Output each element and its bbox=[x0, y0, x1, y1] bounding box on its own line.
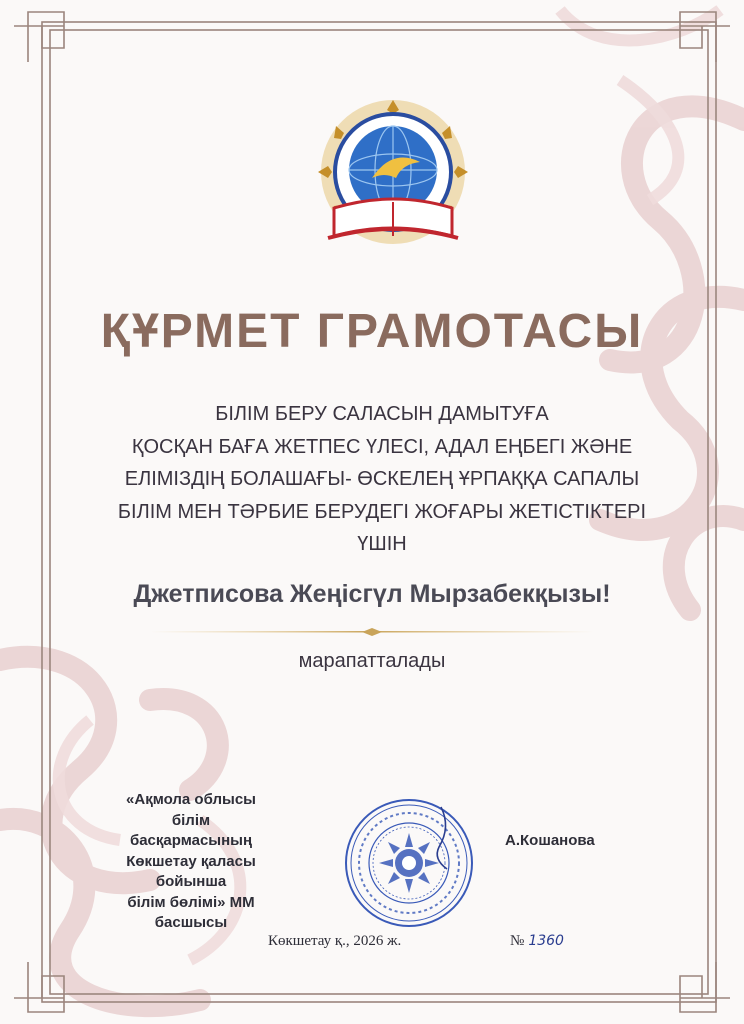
place-and-year: Көкшетау қ., 2026 ж. bbox=[268, 933, 402, 949]
globe-book-eagle-emblem-icon bbox=[312, 98, 474, 264]
award-reason bbox=[90, 398, 674, 561]
organization-line: бойынша bbox=[155, 873, 227, 890]
organization-line: басшысы bbox=[154, 914, 228, 931]
organization-line: білім бөлімі» ММ bbox=[127, 893, 255, 911]
round-official-seal-icon bbox=[343, 797, 475, 929]
signer-name: А.Кошанова bbox=[505, 832, 595, 849]
organization-line: Көкшетау қаласы bbox=[126, 852, 256, 870]
organization-line: басқармасының bbox=[129, 832, 253, 849]
reason-line: БІЛІМ МЕН ТӘРБИЕ БЕРУДЕГІ ЖОҒАРЫ ЖЕТІСТІКТЕРІ bbox=[117, 500, 647, 523]
organization-line: білім bbox=[171, 811, 211, 829]
reason-line: ҮШІН bbox=[357, 533, 407, 555]
organization-line: «Ақмола облысы bbox=[126, 791, 256, 808]
recipient-name: Джетписова Жеңісгүл Мырзабекқызы! bbox=[133, 580, 611, 608]
ornamental-divider bbox=[150, 626, 594, 638]
number-value: 1360 bbox=[528, 933, 564, 949]
reason-line: ЕЛІМІЗДІҢ БОЛАШАҒЫ- ӨСКЕЛЕҢ ҰРПАҚҚА САПАЛЫ bbox=[124, 468, 640, 490]
number-label: № bbox=[510, 933, 525, 949]
awarded-text: марапатталады bbox=[298, 650, 446, 672]
issuing-organization bbox=[92, 790, 290, 934]
reason-line: БІЛІМ БЕРУ САЛАСЫН ДАМЫТУҒА bbox=[215, 403, 549, 425]
reason-line: ҚОСҚАН БАҒА ЖЕТПЕС ҮЛЕСІ, АДАЛ ЕҢБЕГІ ЖӘНЕ bbox=[131, 435, 633, 458]
certificate-title: ҚҰРМЕТ ГРАМОТАСЫ bbox=[100, 305, 644, 358]
certificate-number bbox=[510, 933, 564, 950]
